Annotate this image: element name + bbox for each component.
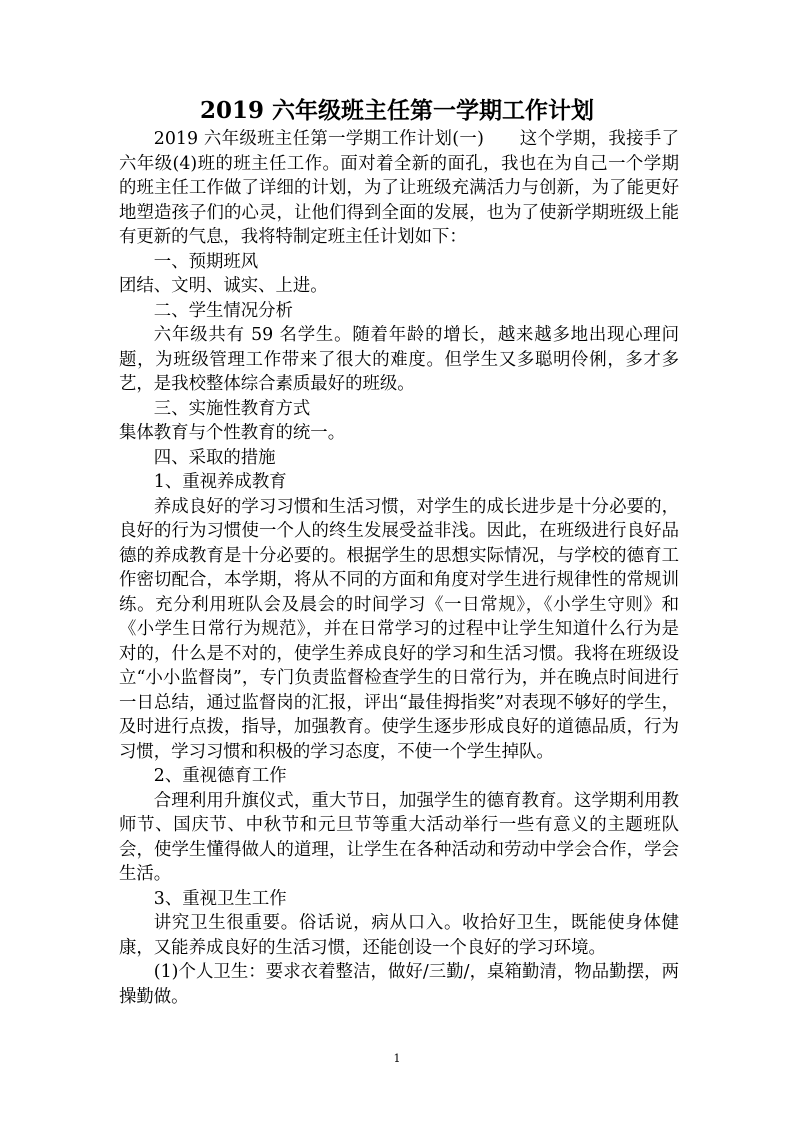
paragraph-moral-education: 合理利用升旗仪式，重大节日，加强学生的德育教育。这学期利用教师节、国庆节、中秋节和元旦节等重大活动举行一些有意义的主题班队会，使学生懂得做人的道理，让学生在各种活动和劳动中学会合作，学会生活。	[119, 790, 679, 884]
paragraph-intro: 2019 六年级班主任第一学期工作计划(一) 这个学期，我接手了六年级(4)班的班主任工作。面对着全新的面孔，我也在为自己一个学期的班主任工作做了详细的计划，为了让班级充满活力与创新，为了能更好地塑造孩子们的心灵，让他们得到全面的发展，也为了使新学期班级上能有更新的气息，我将特制定班主任计划如下：	[119, 129, 679, 247]
paragraph-education-method: 集体教育与个性教育的统一。	[119, 423, 346, 443]
subheading-hygiene: 3、重视卫生工作	[153, 888, 287, 909]
paragraph-personal-hygiene: (1)个人卫生：要求衣着整洁，做好/三勤/，桌箱勤清，物品勤摆，两操勤做。	[119, 962, 679, 1007]
paragraph-habit-education: 养成良好的学习习惯和生活习惯，对学生的成长进步是十分必要的，良好的行为习惯使一个人的终生发展受益非浅。因此，在班级进行良好品德的养成教育是十分必要的。根据学生的思想实际情况，与学校的德育工作密切配合，本学期，将从不同的方面和角度对学生进行规律性的常规训练。充分利用班队会及晨会的时间学习《一日常规》，《小学生守则》和《小学生日常行为规范》，并在日常学习的过程中让学生知道什么行为是对的，什么是不对的，使学生养成良好的学习和生活习惯。我将在班级设立“小小监督岗”，专门负责监督检查学生的日常行为，并在晚点时间进行一日总结，通过监督岗的汇报，评出“最佳拇指奖”对表现不够好的学生，及时进行点拨，指导，加强教育。使学生逐步形成良好的道德品质，行为习惯，学习习惯和积极的学习态度，不使一个学生掉队。	[119, 496, 679, 762]
heading-measures: 四、采取的措施	[153, 447, 276, 468]
subheading-moral-education: 2、重视德育工作	[153, 766, 287, 786]
paragraph-student-analysis: 六年级共有 59 名学生。随着年龄的增长，越来越多地出现心理问题，为班级管理工作带来了很大的难度。但学生又多聪明伶俐，多才多艺，是我校整体综合素质最好的班级。	[119, 325, 679, 394]
document-body	[119, 127, 679, 1009]
heading-student-analysis: 二、学生情况分析	[153, 300, 293, 321]
subheading-habit-education: 1、重视养成教育	[153, 472, 287, 492]
page-number: 1	[393, 1052, 401, 1065]
heading-expected-class-style: 一、预期班风	[153, 251, 259, 272]
heading-education-method: 三、实施性教育方式	[153, 398, 311, 419]
paragraph-class-style: 团结、文明、诚实、上进。	[119, 276, 328, 296]
document-title: 2019 六年级班主任第一学期工作计划	[199, 97, 595, 124]
paragraph-hygiene: 讲究卫生很重要。俗话说，病从口入。收拾好卫生，既能使身体健康，又能养成良好的生活习惯，还能创设一个良好的学习环境。	[119, 913, 679, 958]
